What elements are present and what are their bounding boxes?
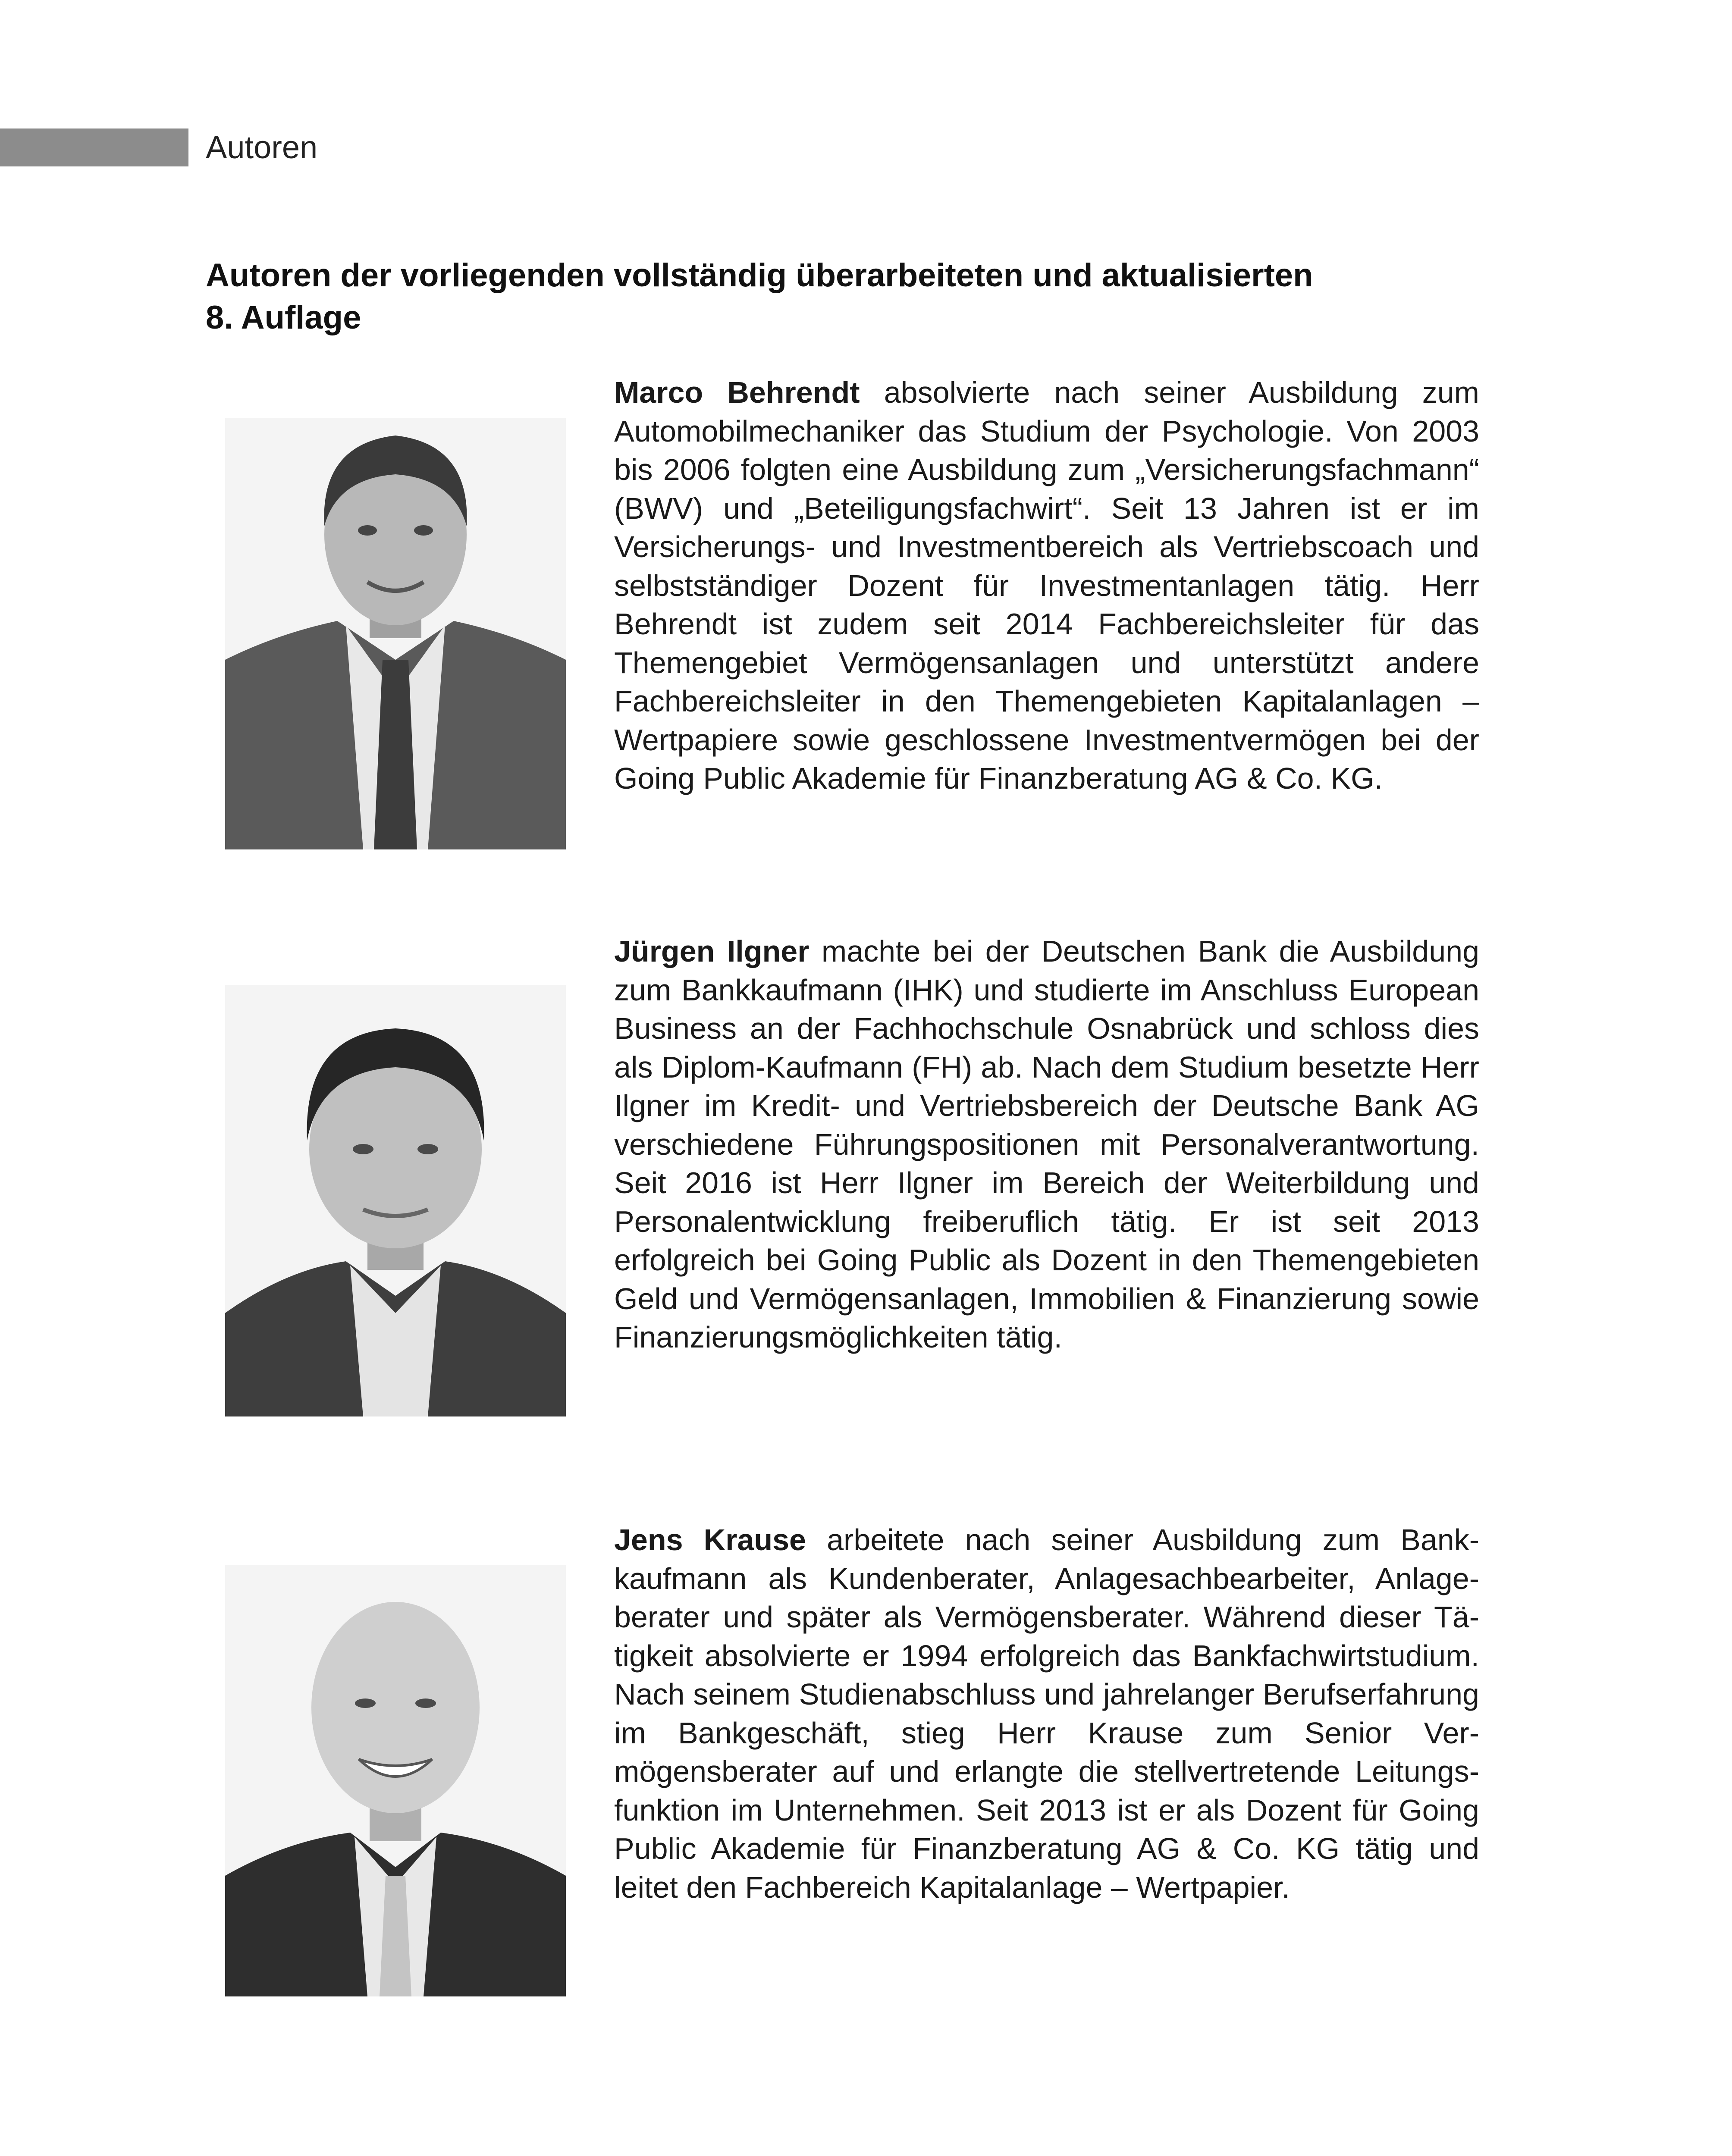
- portrait-image: [225, 1565, 566, 1996]
- author-photo: [225, 1565, 566, 1996]
- portrait-image: [225, 985, 566, 1416]
- page-title-line-1: Autoren der vorliegenden vollständig überarbeiteten und aktualisierten: [206, 257, 1313, 294]
- author-photo: [225, 985, 566, 1416]
- author-name: Jens Krause: [614, 1523, 806, 1557]
- author-bio-text: absolvierte nach seiner Ausbildung zum Automobilmechaniker das Studium der Psychologie. Von 2003 bis 2006 folgten eine Ausbildung zum „Versicherungsfachmann“ (BWV) und „Beteiligungsfachwirt“. Seit 13 Jahren ist er im Versicherungs- und Investmentbereich als Vertriebscoach und selbstständiger Dozent für Investmentanlagen tätig. Herr Behrendt ist zudem seit 2014 Fachbereichsleiter für das Themengebiet Vermögensanlagen und unterstützt andere Fachbereichsleiter in den Themengebieten Kapitalanlagen – Wertpapiere sowie geschlossene Investmentvermögen bei der Going Public Akademie für Finanzberatung AG & Co. KG.: [614, 376, 1479, 795]
- header-bar: [0, 128, 188, 166]
- author-bio-text: machte bei der Deutschen Bank die Ausbildung zum Bankkaufmann (IHK) und studierte im Anschluss European Business an der Fachhochschule Osnabrück und schloss dies als Diplom-Kaufmann (FH) ab. Nach dem Studium besetzte Herr Ilgner im Kredit- und Vertriebsbereich der Deutsche Bank AG verschiedene Führungspositionen mit Personalverantwortung. Seit 2016 ist Herr Ilgner im Bereich der Weiterbildung und Personalentwicklung freiberuflich tätig. Er ist seit 2013 erfolgreich bei Going Public als Dozent in den Themengebieten Geld und Vermögensanlagen, Immobilien & Finanzierung sowie Finanzierungsmöglichkeiten tätig.: [614, 934, 1479, 1354]
- author-name: Marco Behrendt: [614, 376, 860, 409]
- author-name: Jürgen Ilgner: [614, 934, 810, 968]
- author-bio: [614, 1521, 1479, 1907]
- author-photo: [225, 418, 566, 849]
- author-bio: [614, 932, 1479, 1357]
- page-title: [206, 254, 1500, 339]
- author-bio: [614, 373, 1479, 798]
- author-bio-text: arbeitete nach seiner Ausbildung zum Bankkaufmann als Kundenberater, Anlagesachbearbeiter, Anlageberater und später als Vermögensberater. Während dieser Tätigkeit absolvierte er 1994 erfolgreich das Bankfachwirtstudium. Nach seinem Studienabschluss und jahrelanger Berufserfahrung im Bankgeschäft, stieg Herr Krause zum Senior Vermögensberater auf und erlangte die stellvertretende Leitungsfunktion im Unternehmen. Seit 2013 ist er als Dozent für Going Public Akademie für Finanzberatung AG & Co. KG tätig und leitet den Fachbereich Kapitalanlage – Wertpapier.: [614, 1523, 1479, 1904]
- running-header: Autoren: [206, 129, 318, 165]
- portrait-image: [225, 418, 566, 849]
- page-title-line-2: 8. Auflage: [206, 299, 361, 336]
